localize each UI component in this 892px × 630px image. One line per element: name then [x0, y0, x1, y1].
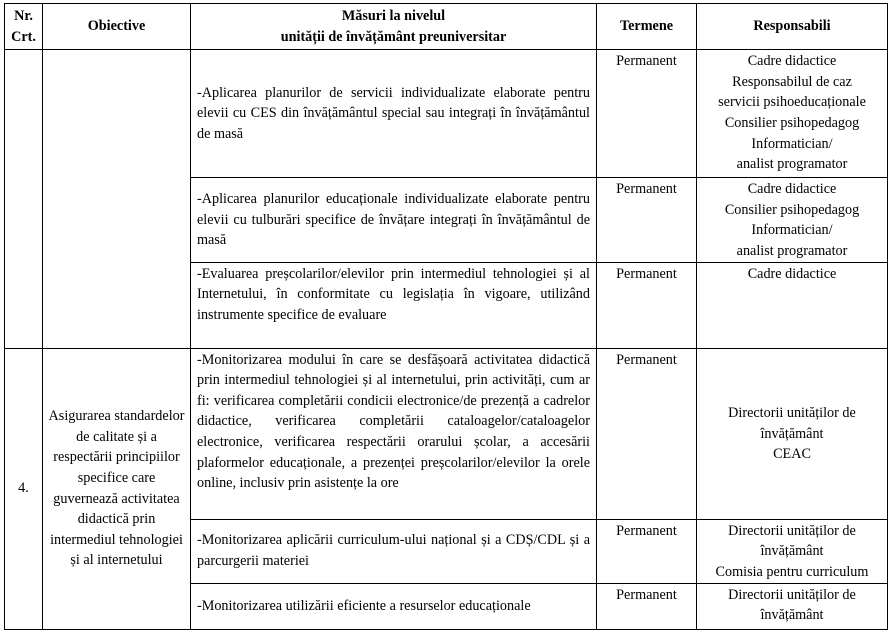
header-objective: Obiective: [43, 4, 191, 50]
header-masuri: Măsuri la nivelul unității de învățământ preuniversitar: [191, 4, 597, 50]
table-header-row: [5, 4, 888, 50]
cell-objective-empty: [43, 50, 191, 348]
cell-masura: -Monitorizarea modului în care se desfășoară activitatea didactică prin intermediul tehnologiei și al internetului, prin activități, cum ar fi: verificarea completării condicii electronice/de prezență a cadrelor didactice, verificarea completării cataloagelor/cataloagelor electronice, verificarea respectării orarului școlar, a accesării plaformelor educaționale, a prezenței preșcolarilor/elevilor la orele online, inclusiv prin asistențe la ore: [191, 348, 597, 519]
cell-termen: Permanent: [597, 583, 697, 629]
cell-termen: Permanent: [597, 50, 697, 178]
cell-responsabili: Directorii unităților de învățământ CEAC: [697, 348, 888, 519]
cell-nr: 4.: [5, 348, 43, 629]
header-responsabili: Responsabili: [697, 4, 888, 50]
cell-responsabili: Cadre didactice: [697, 262, 888, 348]
cell-masura: -Aplicarea planurilor de servicii individualizate elaborate pentru elevii cu CES din învățământul special sau integrați în învățământul de masă: [191, 50, 597, 178]
table-row: [5, 50, 888, 178]
cell-responsabili: Cadre didactice Consilier psihopedagog Informatician/ analist programator: [697, 178, 888, 262]
measures-table: [4, 3, 888, 630]
cell-nr-empty: [5, 50, 43, 348]
cell-responsabili: Cadre didactice Responsabilul de caz servicii psihoeducaționale Consilier psihopedagog Informatician/ analist programator: [697, 50, 888, 178]
cell-termen: Permanent: [597, 348, 697, 519]
table-row: [5, 348, 888, 519]
cell-responsabili: Directorii unităților de învățământ Comisia pentru curriculum: [697, 519, 888, 583]
cell-termen: Permanent: [597, 519, 697, 583]
cell-masura: -Evaluarea preșcolarilor/elevilor prin intermediul tehnologiei și al Internetului, în conformitate cu legislația în vigoare, utilizând instrumente specifice de evaluare: [191, 262, 597, 348]
cell-masura: -Monitorizarea utilizării eficiente a resurselor educaționale: [191, 583, 597, 629]
header-termene: Termene: [597, 4, 697, 50]
cell-masura: -Aplicarea planurilor educaționale individualizate elaborate pentru elevii cu tulburări specifice de învățare integrați în învățământul de masă: [191, 178, 597, 262]
cell-masura: -Monitorizarea aplicării curriculum-ului național și a CDȘ/CDL și a parcurgerii materiei: [191, 519, 597, 583]
cell-termen: Permanent: [597, 178, 697, 262]
cell-objective: Asigurarea standardelor de calitate și a respectării principiilor specifice care guvernează activitatea didactică prin intermediul tehnologiei și al internetului: [43, 348, 191, 629]
header-nr: Nr. Crt.: [5, 4, 43, 50]
cell-termen: Permanent: [597, 262, 697, 348]
cell-responsabili: Directorii unităților de învățământ: [697, 583, 888, 629]
